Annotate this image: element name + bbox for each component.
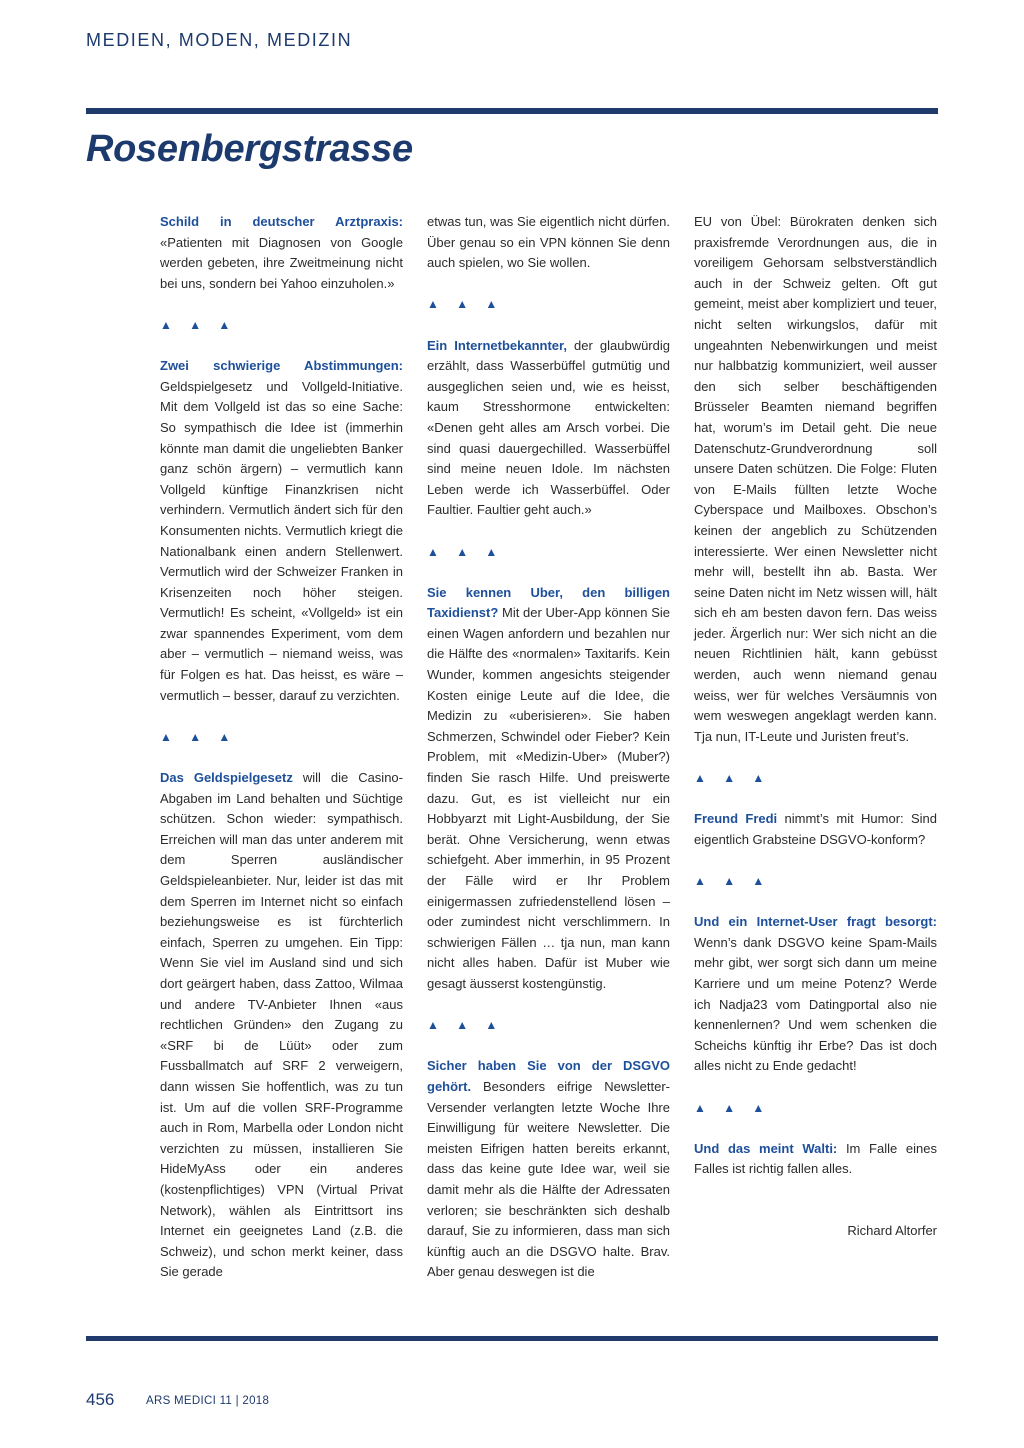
paragraph bbox=[160, 768, 403, 1283]
paragraph-text: der glaubwürdig erzählt, dass Wasserbüffel gutmütig und ausgeglichen seien und, wie es heisst, kaum Stresshormone entwickelten: «Denen geht alles am Arsch vorbei. Die sind quasi dauergechilled. Wasserbüffel sind meine neuen Idole. Im nächsten Leben werde ich Wasserbüffel. Oder Faultier. Faultier geht auch.» bbox=[427, 337, 670, 518]
paragraph-lead: Sicher haben Sie von der DSGVO gehört. bbox=[427, 1058, 670, 1094]
separator-icon: ▲ ▲ ▲ bbox=[694, 771, 772, 786]
column-2 bbox=[427, 212, 670, 1283]
page-number: 456 bbox=[86, 1390, 115, 1409]
journal-info: ARS MEDICI 11 | 2018 bbox=[146, 1395, 270, 1407]
paragraph bbox=[427, 212, 670, 274]
paragraph bbox=[160, 212, 403, 294]
column-1 bbox=[160, 212, 403, 1283]
paragraph-lead: Ein Internetbekannter, bbox=[427, 337, 567, 353]
separator-icon: ▲ ▲ ▲ bbox=[427, 1018, 505, 1033]
paragraph bbox=[427, 336, 670, 521]
paragraph-lead: Zwei schwierige Abstimmungen: bbox=[160, 358, 403, 374]
paragraph-text: will die Casino-Abgaben im Land behalten und Süchtige schützen. Schon wieder: sympathisch. Erreichen will man das unter anderem mit dem Sperren ausländischer Geldspieleanbieter. Nur, leider ist das mit dem Sperren im Internet nicht so einfach beziehungsweise es ist fürchterlich einfach, Sperren zu umgehen. Ein Tipp: Wenn Sie viel im Ausland sind und sich dort geärgert haben, dass Zattoo, Wilmaa und andere TV-Anbieter Ihnen «aus rechtlichen Gründen» den Zugang zu «SRF bi de Lüüt» oder zum Fussballmatch auf SRF 2 verweigern, dann wissen Sie hoffentlich, was zu tun ist. Um auf die vollen SRF-Programme auch in Rom, Marbella oder London nicht verzichten zu müssen, installieren Sie HideMyAss oder ein anderes (kostenpflichtiges) VPN (Virtual Privat Network), wählen als Eintrittsort ins Internet ein geeignetes Land (z.B. die Schweiz), und schon merkt keiner, dass Sie gerade bbox=[160, 770, 403, 1280]
paragraph-lead: Und ein Internet-User fragt besorgt: bbox=[694, 914, 937, 930]
top-rule bbox=[86, 108, 938, 114]
paragraph-text: EU von Übel: Bürokraten denken sich praxisfremde Verordnungen aus, die in voreiligem Gehorsam selbstverständlich auch in der Schweiz gelten. Oft gut gemeint, meist aber kompliziert und teuer, nicht selten wirkungslos, dafür mit ungeahnten Nebenwirkungen und meist nur halbbatzig kommuniziert, weil ausser den sich selber beschäftigenden Brüsseler Beamten niemand begriffen hat, worum’s im Detail geht. Die neue Datenschutz-Grundverordnung soll unsere Daten schützen. Die Folge: Fluten von E-Mails füllten letzte Woche Cyberspace und Mailboxes. Obschon’s keinen der angeblich zu Schützenden interessierte. Wer einen Newsletter nicht mehr will, bestellt ihn ab. Basta. Wer seine Daten nicht im Netz wissen will, hält sich eh am besten davon fern. Das weiss jeder. Ärgerlich nur: Wer sich nicht an die neuen Richtlinien hält, kann gebüsst werden, auch wenn niemand genau weiss, wer für welches Versäumnis von wem weswegen angeklagt werden kann. Tja nun, IT-Leute und Juristen freut’s. bbox=[694, 214, 937, 744]
paragraph bbox=[694, 1139, 937, 1180]
article-title: Rosenbergstrasse bbox=[86, 128, 413, 170]
paragraph-text: Besonders eifrige Newsletter-Versender verlangten letzte Woche Ihre Einwilligung für weitere Newsletter. Die meisten Eifrigen hatten bereits erkannt, dass das keine gute Idee war, weil sie damit mehr als die Hälfte der Adressaten verloren; sie beschränkten sich deshalb darauf, Sie zu informieren, dass man sich künftig auch an die DSGVO halte. Brav. Aber genau deswegen ist die bbox=[427, 1078, 670, 1280]
author-signature: Richard Altorfer bbox=[847, 1223, 937, 1239]
paragraph-text: Geldspielgesetz und Vollgeld-Initiative. Mit dem Vollgeld ist das so eine Sache: So sympathisch die Idee ist (immerhin könnte man damit die ungeliebten Banker ganz schön ärgern) – vermutlich kann Vollgeld künftige Finanzkrisen nicht verhindern. Vermutlich ändert sich für den Konsumenten nichts. Vermutlich kriegt die Nationalbank einen andern Stellenwert. Vermutlich wird der Schweizer Franken in Krisenzeiten noch höher steigen. Vermutlich! Es scheint, «Vollgeld» ist ein zwar spannendes Experiment, vom dem aber – vermutlich – niemand weiss, was für Folgen es hat. Das heisst, es wäre – vermutlich – besser, darauf zu verzichten. bbox=[160, 378, 403, 703]
paragraph-text: etwas tun, was Sie eigentlich nicht dürfen. Über genau so ein VPN können Sie denn auch spielen, wo Sie wollen. bbox=[427, 214, 670, 271]
bottom-rule bbox=[86, 1336, 938, 1341]
column-3 bbox=[694, 212, 937, 1242]
paragraph bbox=[694, 212, 937, 747]
separator-icon: ▲ ▲ ▲ bbox=[694, 1100, 772, 1115]
separator-icon: ▲ ▲ ▲ bbox=[160, 317, 238, 332]
paragraph-lead: Schild in deutscher Arztpraxis: bbox=[160, 214, 403, 229]
paragraph-text: «Patienten mit Diagnosen von Google werden gebeten, ihre Zweitmeinung nicht bei uns, sondern bei Yahoo einzuholen.» bbox=[160, 234, 403, 291]
paragraph-lead: Das Geldspielgesetz bbox=[160, 770, 293, 786]
section-header: MEDIEN, MODEN, MEDIZIN bbox=[86, 30, 353, 50]
paragraph-lead: Sie kennen Uber, den billigen Taxidienst? bbox=[427, 584, 670, 621]
paragraph bbox=[160, 356, 403, 706]
separator-icon: ▲ ▲ ▲ bbox=[427, 544, 505, 559]
paragraph bbox=[427, 1056, 670, 1283]
paragraph-text: Im Falle eines Falles ist richtig fallen alles. bbox=[694, 1140, 937, 1177]
paragraph bbox=[694, 912, 937, 1077]
paragraph-text: nimmt’s mit Humor: Sind eigentlich Grabsteine DSGVO-konform? bbox=[694, 811, 937, 847]
separator-icon: ▲ ▲ ▲ bbox=[427, 297, 505, 312]
paragraph-lead: Freund Fredi bbox=[694, 811, 778, 827]
paragraph-text: Mit der Uber-App können Sie einen Wagen anfordern und bezahlen nur die Hälfte des «normalen» Taxitarifs. Kein Wunder, kommen angesichts steigender Kosten einige Leute auf die Idee, die Medizin zu «uberisieren». Sie haben Schmerzen, Schwindel oder Fieber? Kein Problem, mit «Medizin-Uber» (Muber?) finden Sie rasch Hilfe. Und preiswerte dazu. Gut, es ist vielleicht nur ein Hobbyarzt mit Light-Ausbildung, der Sie berät. Ohne Versicherung, wenn etwas schiefgeht. Aber immerhin, in 95 Prozent der Fälle wird er Ihr Problem einigermassen zufriedenstellend lösen – oder zumindest nicht verschlimmern. In schwierigen Fällen … tja nun, man kann nicht alles haben. Dafür ist Muber wie gesagt äusserst kostengünstig. bbox=[427, 605, 670, 991]
separator-icon: ▲ ▲ ▲ bbox=[694, 874, 772, 888]
separator-icon: ▲ ▲ ▲ bbox=[160, 729, 238, 744]
paragraph bbox=[427, 583, 670, 995]
paragraph-lead: Und das meint Walti: bbox=[694, 1140, 838, 1156]
paragraph-text: Wenn’s dank DSGVO keine Spam-Mails mehr gibt, wer sorgt sich dann um meine Karriere und um meine Potenz? Werde ich Nadja23 vom Datingportal also nie kennenlernen? Und wem schenken die Scheichs künftig ihr Erbe? Das ist doch alles nicht zu Ende gedacht! bbox=[694, 934, 937, 1074]
paragraph bbox=[694, 809, 937, 850]
